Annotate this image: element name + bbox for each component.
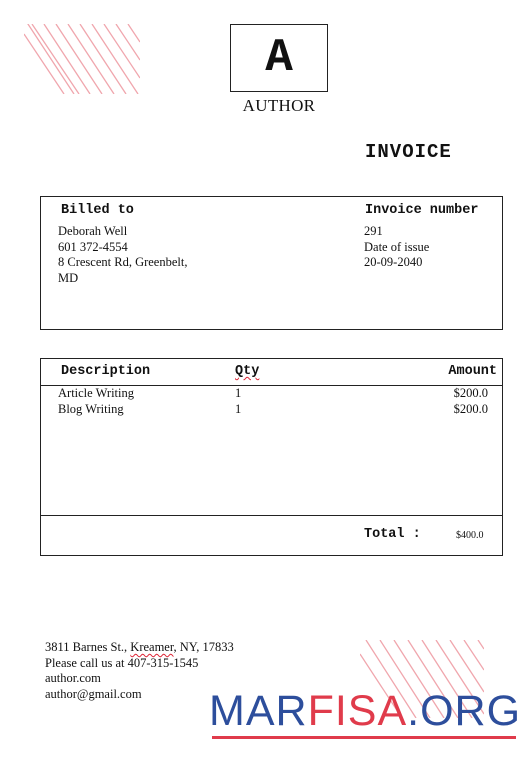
address-street: 3811 Barnes St., xyxy=(45,640,131,654)
date-of-issue-label: Date of issue xyxy=(364,239,430,254)
watermark-text-1: MAR xyxy=(209,687,308,735)
logo-name: AUTHOR xyxy=(242,96,316,115)
items-table xyxy=(40,358,503,556)
total-label: Total : xyxy=(364,527,421,542)
address-state-zip: , NY, 17833 xyxy=(173,640,234,654)
company-address xyxy=(45,640,234,656)
total-divider xyxy=(41,515,502,516)
watermark-underline xyxy=(212,736,516,740)
billed-to-heading: Billed to xyxy=(61,203,134,218)
client-name: Deborah Well xyxy=(58,224,128,238)
billing-box xyxy=(40,196,503,330)
row-description: Blog Writing xyxy=(58,401,124,416)
client-address-line2: MD xyxy=(58,270,79,285)
issue-date: 20-09-2040 xyxy=(364,255,423,269)
decorative-hatch-top xyxy=(24,24,140,94)
watermark-logo xyxy=(209,687,522,735)
invoice-number: 291 xyxy=(364,224,383,238)
row-amount: $200.0 xyxy=(453,401,488,416)
row-qty: 1 xyxy=(235,401,242,416)
company-website: author.com xyxy=(45,671,101,685)
client-phone: 601 372-4554 xyxy=(58,239,128,254)
company-email: author@gmail.com xyxy=(45,686,142,701)
watermark-text-3: .ORG xyxy=(407,687,522,735)
company-phone: Please call us at 407-315-1545 xyxy=(45,655,199,670)
table-rows xyxy=(58,386,488,417)
amount-header: Amount xyxy=(448,364,497,379)
footer-contact xyxy=(45,640,234,702)
table-row xyxy=(58,386,488,402)
qty-header: Qty xyxy=(235,364,260,379)
address-city: Kreamer xyxy=(130,640,174,654)
invoice-details xyxy=(364,224,429,271)
logo-letter: A xyxy=(265,32,293,84)
total-value: $400.0 xyxy=(456,530,484,541)
invoice-number-heading: Invoice number xyxy=(365,203,479,218)
logo-box xyxy=(230,24,328,92)
client-address-line1: 8 Crescent Rd, Greenbelt, xyxy=(58,255,188,269)
watermark-text-2: FISA xyxy=(307,687,408,735)
row-qty: 1 xyxy=(235,386,242,400)
row-amount: $200.0 xyxy=(453,386,488,400)
description-header: Description xyxy=(61,364,151,379)
table-row xyxy=(58,402,488,418)
billed-to-details xyxy=(58,224,208,286)
row-description: Article Writing xyxy=(58,386,134,400)
document-title: INVOICE xyxy=(365,141,452,163)
